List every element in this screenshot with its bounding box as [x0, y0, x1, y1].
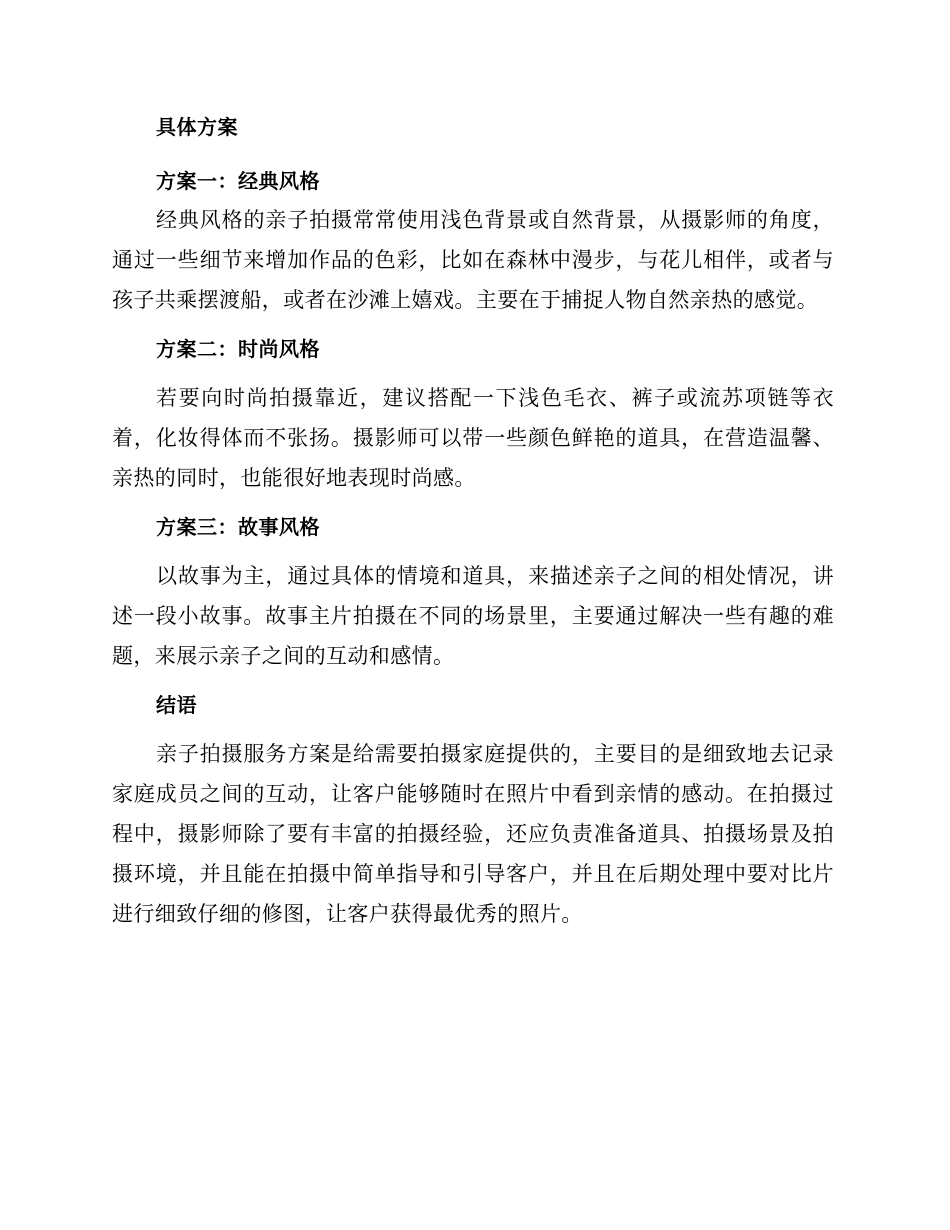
page-title: 具体方案	[156, 115, 238, 139]
section-heading-story: 方案三：故事风格	[156, 515, 320, 539]
section-heading-classic: 方案一：经典风格	[156, 169, 320, 193]
section-heading-fashion: 方案二：时尚风格	[156, 337, 320, 361]
section-paragraph-classic: 经典风格的亲子拍摄常常使用浅色背景或自然背景，从摄影师的角度，通过一些细节来增加作品的色彩，比如在森林中漫步，与花儿相伴，或者与孩子共乘摆渡船，或者在沙滩上嬉戏。主要在于捕捉人物自然亲热的感觉。	[112, 208, 834, 312]
section-paragraph-story: 以故事为主，通过具体的情境和道具，来描述亲子之间的相处情况，讲述一段小故事。故事主片拍摄在不同的场景里，主要通过解决一些有趣的难题，来展示亲子之间的互动和感情。	[112, 564, 834, 668]
document-body	[112, 108, 834, 934]
section-paragraph-conclusion: 亲子拍摄服务方案是给需要拍摄家庭提供的，主要目的是细致地去记录家庭成员之间的互动，让客户能够随时在照片中看到亲情的感动。在拍摄过程中，摄影师除了要有丰富的拍摄经验，还应负责准备道具、拍摄场景及拍摄环境，并且能在拍摄中简单指导和引导客户，并且在后期处理中要对比片进行细致仔细的修图，让客户获得最优秀的照片。	[112, 742, 834, 926]
section-heading-conclusion: 结语	[156, 693, 197, 717]
section-paragraph-fashion: 若要向时尚拍摄靠近，建议搭配一下浅色毛衣、裤子或流苏项链等衣着，化妆得体而不张扬。摄影师可以带一些颜色鲜艳的道具，在营造温馨、亲热的同时，也能很好地表现时尚感。	[112, 386, 834, 490]
